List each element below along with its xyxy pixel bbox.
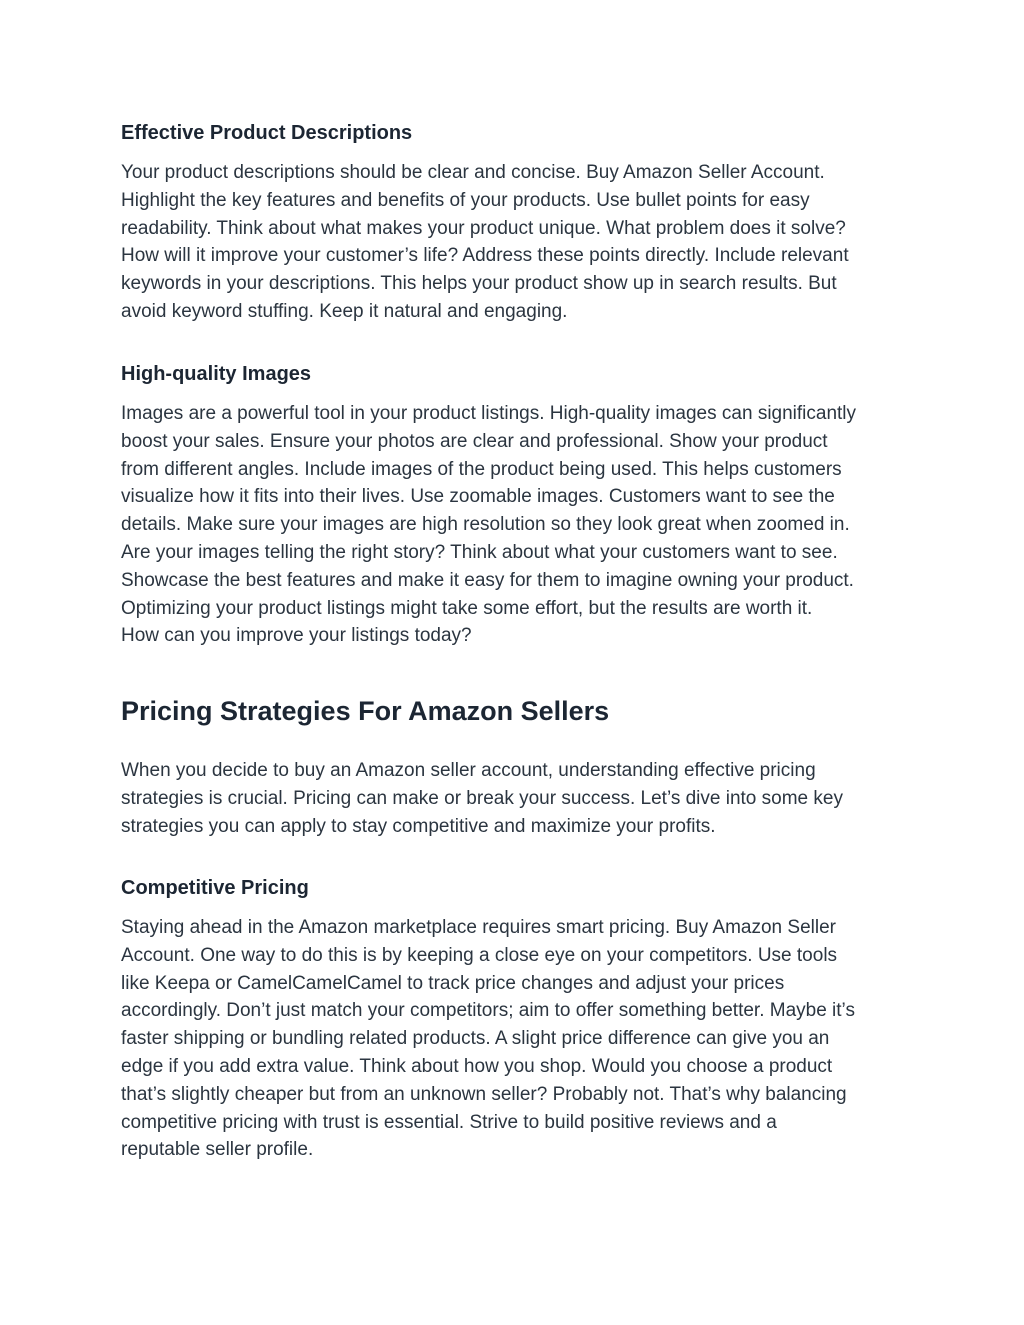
text-line: strategies you can apply to stay competitive and maximize your profits. (121, 815, 716, 837)
text-line: edge if you add extra value. Think about how you shop. Would you choose a product (121, 1055, 833, 1077)
heading-competitive-pricing: Competitive Pricing (121, 877, 309, 899)
text-line: Highlight the key features and benefits of your products. Use bullet points for easy (121, 189, 810, 211)
text-line: avoid keyword stuffing. Keep it natural and engaging. (121, 300, 568, 322)
text-line: Are your images telling the right story? Think about what your customers want to see. (121, 541, 838, 563)
text-line: How can you improve your listings today? (121, 625, 472, 647)
paragraph-pricing-intro (121, 757, 921, 840)
text-line: Showcase the best features and make it easy for them to imagine owning your product. (121, 569, 854, 591)
text-line: strategies is crucial. Pricing can make or break your success. Let’s dive into some key (121, 787, 843, 809)
text-line: that’s slightly cheaper but from an unknown seller? Probably not. That’s why balancing (121, 1083, 847, 1105)
text-line: Your product descriptions should be clear and concise. Buy Amazon Seller Account. (121, 162, 825, 183)
text-line: When you decide to buy an Amazon seller account, understanding effective pricing (121, 760, 816, 781)
text-line: accordingly. Don’t just match your competitors; aim to offer something better. Maybe it’s (121, 1000, 855, 1022)
text-line: visualize how it fits into their lives. Use zoomable images. Customers want to see the (121, 486, 835, 508)
paragraph-product-descriptions (121, 159, 921, 326)
text-line: from different angles. Include images of the product being used. This helps customers (121, 458, 842, 480)
paragraph-competitive-pricing (121, 914, 921, 1164)
text-line: boost your sales. Ensure your photos are clear and professional. Show your product (121, 430, 828, 452)
text-line: keywords in your descriptions. This helps your product show up in search results. But (121, 273, 837, 295)
text-line: Staying ahead in the Amazon marketplace requires smart pricing. Buy Amazon Seller (121, 917, 836, 938)
text-line: Images are a powerful tool in your product listings. High-quality images can significantly (121, 403, 857, 424)
text-line: faster shipping or bundling related products. A slight price difference can give you an (121, 1028, 830, 1050)
paragraph-high-quality-images (121, 400, 921, 650)
section-title-pricing-strategies: Pricing Strategies For Amazon Sellers (121, 696, 610, 726)
text-line: readability. Think about what makes your product unique. What problem does it solve? (121, 217, 846, 239)
text-line: Account. One way to do this is by keeping a close eye on your competitors. Use tools (121, 944, 838, 966)
heading-effective-product-descriptions: Effective Product Descriptions (121, 122, 413, 144)
text-line: reputable seller profile. (121, 1139, 314, 1161)
text-line: details. Make sure your images are high resolution so they look great when zoomed in. (121, 514, 850, 536)
text-line: How will it improve your customer’s life? Address these points directly. Include relevant (121, 245, 849, 267)
text-line: like Keepa or CamelCamelCamel to track price changes and adjust your prices (121, 972, 785, 994)
heading-high-quality-images: High-quality Images (121, 363, 312, 385)
text-line: Optimizing your product listings might take some effort, but the results are worth it. (121, 597, 813, 619)
text-line: competitive pricing with trust is essential. Strive to build positive reviews and a (121, 1111, 777, 1133)
